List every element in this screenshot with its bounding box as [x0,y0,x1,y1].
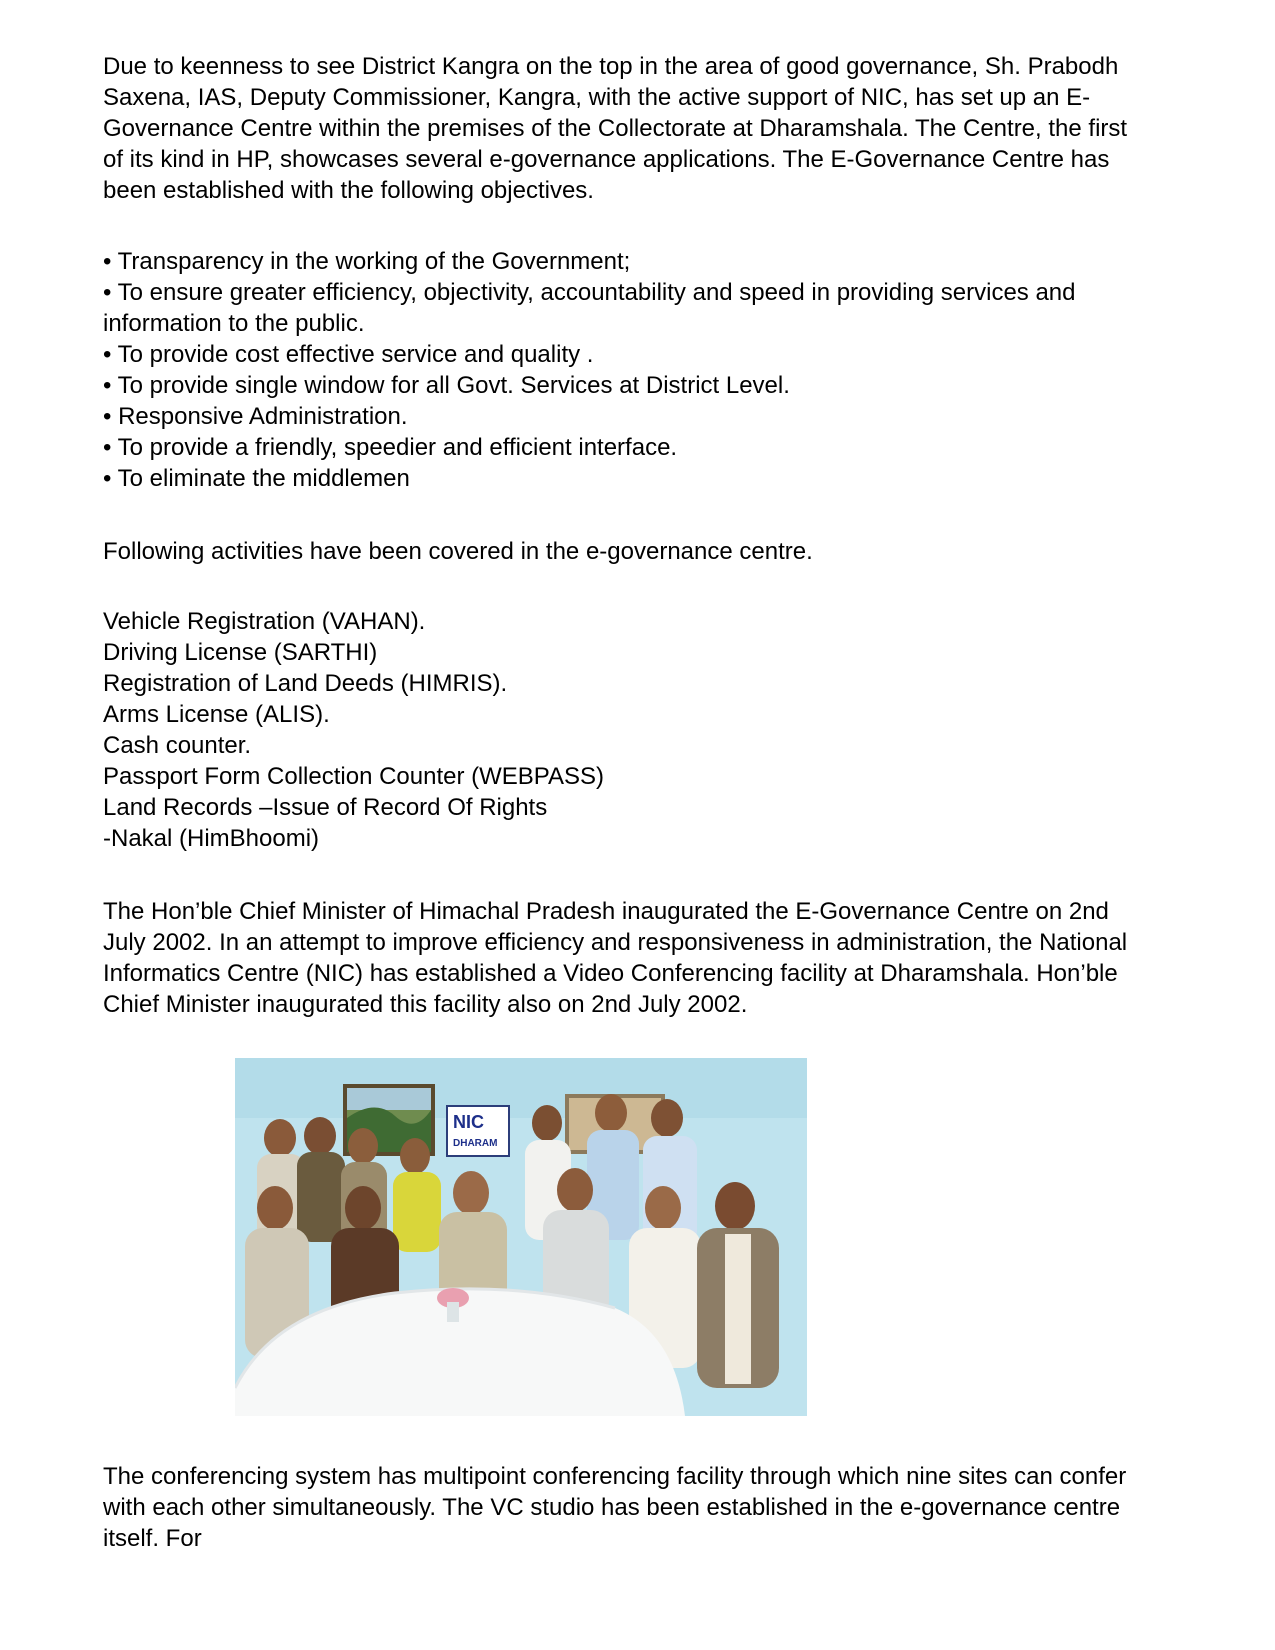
activity-item: -Nakal (HimBhoomi) [103,825,320,852]
activity-item: Driving License (SARTHI) [103,639,378,666]
objective-item: • To eliminate the middlemen [103,465,410,492]
conferencing-paragraph [103,1461,1223,1554]
intro-line: Due to keenness to see District Kangra on the top in the area of good governance, Sh. Prabodh [103,53,1119,80]
activities-list [103,606,1223,854]
activities-intro-text: Following activities have been covered in the e-governance centre. [103,538,813,565]
inauguration-line: The Hon’ble Chief Minister of Himachal Pradesh inaugurated the E-Governance Centre on 2nd [103,898,1109,925]
activity-item: Arms License (ALIS). [103,701,330,728]
activity-item: Cash counter. [103,732,252,759]
objective-item: • To provide cost effective service and quality . [103,341,594,368]
intro-line: of its kind in HP, showcases several e-governance applications. The E-Governance Centre has [103,146,1110,173]
activity-item: Land Records –Issue of Record Of Rights [103,794,548,821]
objective-item: • To provide a friendly, speedier and efficient interface. [103,434,678,461]
activity-item: Passport Form Collection Counter (WEBPASS) [103,763,605,790]
intro-line: Saxena, IAS, Deputy Commissioner, Kangra, with the active support of NIC, has set up an E- [103,84,1091,111]
activities-intro [103,536,1223,567]
objective-item: information to the public. [103,310,365,337]
conferencing-line: itself. For [103,1525,202,1552]
nic-sign-subtitle: DHARAM [453,1138,498,1149]
objective-item: • Transparency in the working of the Government; [103,248,631,275]
activity-item: Registration of Land Deeds (HIMRIS). [103,670,508,697]
intro-line: Governance Centre within the premises of the Collectorate at Dharamshala. The Centre, the first [103,115,1128,142]
objective-item: • To ensure greater efficiency, objectivity, accountability and speed in providing services and [103,279,1076,306]
inauguration-line: July 2002. In an attempt to improve efficiency and responsiveness in administration, the National [103,929,1128,956]
inauguration-photo [235,1058,807,1416]
objective-item: • To provide single window for all Govt. Services at District Level. [103,372,790,399]
nic-sign-title: NIC [453,1112,484,1132]
intro-paragraph [103,51,1223,206]
inauguration-paragraph [103,896,1223,1020]
objective-item: • Responsive Administration. [103,403,408,430]
conferencing-line: with each other simultaneously. The VC studio has been established in the e-governance centre [103,1494,1121,1521]
intro-line: been established with the following objectives. [103,177,594,204]
inauguration-line: Chief Minister inaugurated this facility also on 2nd July 2002. [103,991,748,1018]
conferencing-line: The conferencing system has multipoint conferencing facility through which nine sites can confer [103,1463,1127,1490]
inauguration-line: Informatics Centre (NIC) has established a Video Conferencing facility at Dharamshala. Hon’ble [103,960,1118,987]
activity-item: Vehicle Registration (VAHAN). [103,608,426,635]
objectives-list [103,246,1223,494]
